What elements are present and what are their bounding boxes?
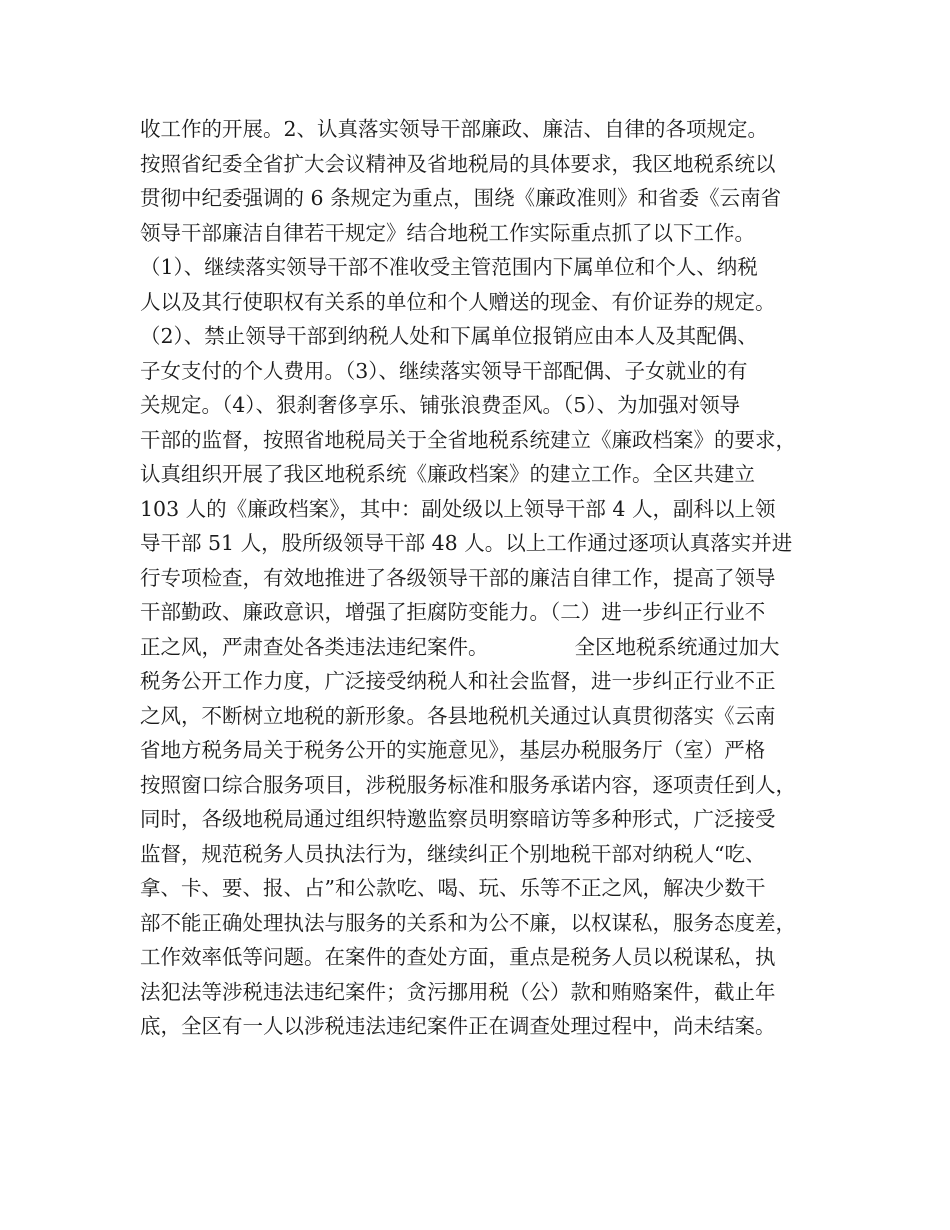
text-line: 子女支付的个人费用。（3）、继续落实领导干部配偶、子女就业的有 xyxy=(140,358,748,383)
text-line: 贯彻中纪委强调的 6 条规定为重点，围绕《廉政准则》和省委《云南省 xyxy=(140,186,782,210)
text-line: 人以及其行使职权有关系的单位和个人赠送的现金、有价证券的规定。 xyxy=(140,289,776,314)
text-line: 认真组织开展了我区地税系统《廉政档案》的建立工作。全区共建立 xyxy=(140,462,755,486)
text-line: 按照窗口综合服务项目，涉税服务标准和服务承诺内容，逐项责任到人， xyxy=(140,772,796,797)
text-line: 行专项检查，有效地推进了各级领导干部的廉洁自律工作，提高了领导 xyxy=(140,565,776,590)
text-line: 底，全区有一人以涉税违法违纪案件正在调查处理过程中，尚未结案。 xyxy=(140,1014,776,1038)
text-line: 法犯法等涉税违法违纪案件；贪污挪用税（公）款和贿赂案件，截止年 xyxy=(140,979,776,1004)
text-line: （1）、继续落实领导干部不准收受主管范围内下属单位和个人、纳税 xyxy=(140,255,758,279)
text-line: 拿、卡、要、报、占”和公款吃、喝、玩、乐等不正之风，解决少数干 xyxy=(140,876,766,900)
text-line: 按照省纪委全省扩大会议精神及省地税局的具体要求，我区地税系统以 xyxy=(140,151,776,176)
text-line: 部不能正确处理执法与服务的关系和为公不廉，以权谋私，服务态度差， xyxy=(140,910,796,935)
text-line: 干部勤政、廉政意识，增强了拒腐防变能力。（二）进一步纠正行业不 xyxy=(140,600,766,624)
text-line: 收工作的开展。2、认真落实领导干部廉政、廉洁、自律的各项规定。 xyxy=(140,117,769,141)
text-line: 工作效率低等问题。在案件的查处方面，重点是税务人员以税谋私，执 xyxy=(140,945,776,969)
text-line-with-gap xyxy=(140,630,820,665)
text-line: 关规定。（4）、狠刹奢侈享乐、铺张浪费歪风。（5）、为加强对领导 xyxy=(140,393,741,417)
text-line-head: 正之风，严肃查处各类违法违纪案件。 xyxy=(140,634,489,659)
text-line: 监督，规范税务人员执法行为，继续纠正个别地税干部对纳税人“吃、 xyxy=(140,841,766,866)
text-line: 税务公开工作力度，广泛接受纳税人和社会监督，进一步纠正行业不正 xyxy=(140,669,776,693)
text-line: 省地方税务局关于税务公开的实施意见》，基层办税服务厅（室）严格 xyxy=(140,738,766,762)
text-line: 领导干部廉洁自律若干规定》结合地税工作实际重点抓了以下工作。 xyxy=(140,220,755,245)
text-line: 之风，不断树立地税的新形象。各县地税机关通过认真贯彻落实《云南 xyxy=(140,703,776,728)
text-line: 干部的监督，按照省地税局关于全省地税系统建立《廉政档案》的要求， xyxy=(140,427,796,452)
text-line: 同时，各级地税局通过组织特邀监察员明察暗访等多种形式，广泛接受 xyxy=(140,807,776,831)
body-text xyxy=(140,112,820,1044)
text-line: 103 人的《廉政档案》，其中：副处级以上领导干部 4 人，副科以上领 xyxy=(140,496,776,521)
text-line: 导干部 51 人，股所级领导干部 48 人。以上工作通过逐项认真落实并进 xyxy=(140,531,793,555)
text-line-tail: 全区地税系统通过加大 xyxy=(574,634,780,659)
text-line: （2）、禁止领导干部到纳税人处和下属单位报销应由本人及其配偶、 xyxy=(140,324,758,348)
